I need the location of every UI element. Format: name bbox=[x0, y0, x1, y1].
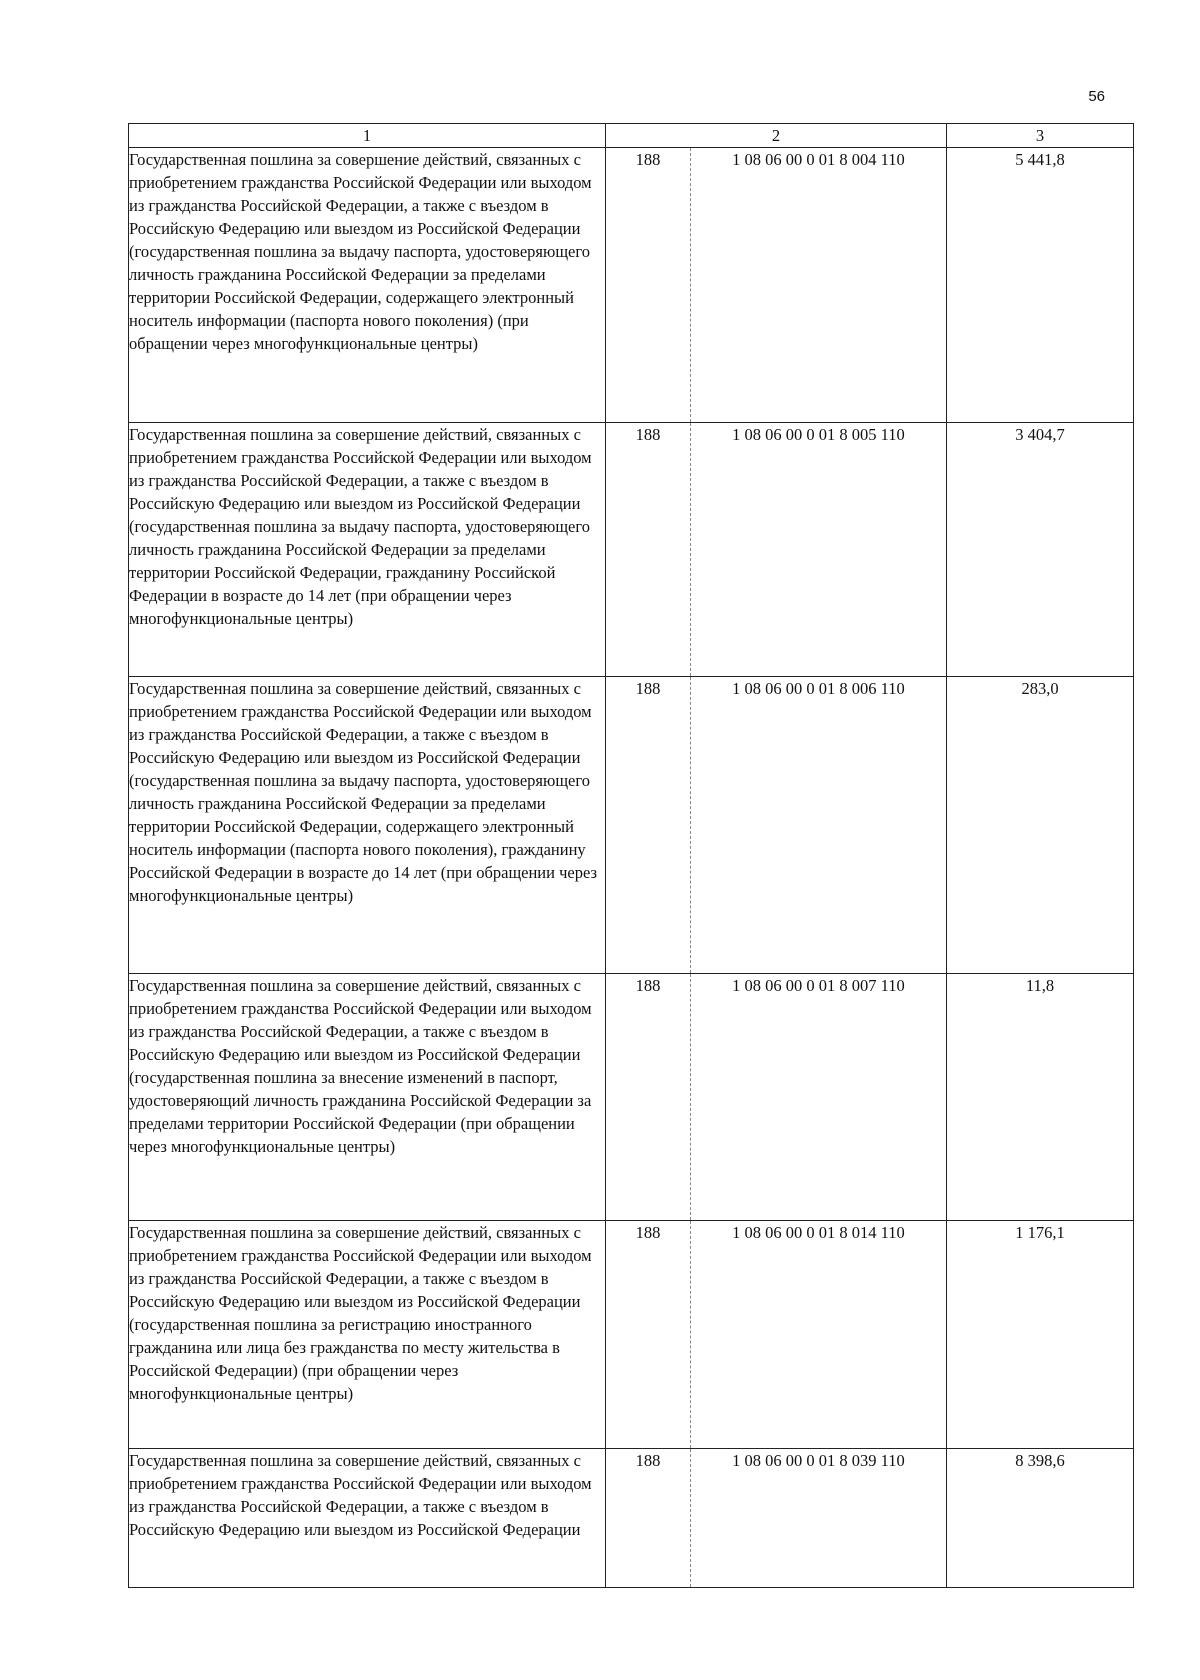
row-description: Государственная пошлина за совершение действий, связанных с приобретением гражданства Российской Федерации или выходом из гражданства Российской Федерации, а также с въездом в Российскую Федерацию или выездом из Российской Федерации bbox=[129, 1449, 606, 1588]
row-description: Государственная пошлина за совершение действий, связанных с приобретением гражданства Российской Федерации или выходом из гражданства Российской Федерации, а также с въездом в Российскую Федерацию или выездом из Российской Федерации (государственная пошлина за выдачу паспорта, удостоверяющего личность гражданина Российской Федерации за пределами территории Российской Федерации, гражданину Российской Федерации в возрасте до 14 лет (при обращении через многофункциональные центры) bbox=[129, 423, 606, 677]
table-row bbox=[129, 677, 1134, 974]
row-admin-code: 188 bbox=[606, 148, 691, 423]
row-admin-code: 188 bbox=[606, 423, 691, 677]
row-kbk-code: 1 08 06 00 0 01 8 014 110 bbox=[691, 1221, 947, 1449]
row-admin-code: 188 bbox=[606, 1449, 691, 1588]
row-description: Государственная пошлина за совершение действий, связанных с приобретением гражданства Российской Федерации или выходом из гражданства Российской Федерации, а также с въездом в Российскую Федерацию или выездом из Российской Федерации (государственная пошлина за регистрацию иностранного гражданина или лица без гражданства по месту жительства в Российской Федерации) (при обращении через многофункциональные центры) bbox=[129, 1221, 606, 1449]
row-amount: 1 176,1 bbox=[947, 1221, 1134, 1449]
row-admin-code: 188 bbox=[606, 974, 691, 1221]
row-description: Государственная пошлина за совершение действий, связанных с приобретением гражданства Российской Федерации или выходом из гражданства Российской Федерации, а также с въездом в Российскую Федерацию или выездом из Российской Федерации (государственная пошлина за выдачу паспорта, удостоверяющего личность гражданина Российской Федерации за пределами территории Российской Федерации, содержащего электронный носитель информации (паспорта нового поколения) (при обращении через многофункциональные центры) bbox=[129, 148, 606, 423]
row-amount: 8 398,6 bbox=[947, 1449, 1134, 1588]
table-row bbox=[129, 1221, 1134, 1449]
row-admin-code: 188 bbox=[606, 1221, 691, 1449]
row-kbk-code: 1 08 06 00 0 01 8 039 110 bbox=[691, 1449, 947, 1588]
header-col-1: 1 bbox=[129, 124, 606, 148]
row-kbk-code: 1 08 06 00 0 01 8 005 110 bbox=[691, 423, 947, 677]
row-admin-code: 188 bbox=[606, 677, 691, 974]
header-col-3: 3 bbox=[947, 124, 1134, 148]
row-description: Государственная пошлина за совершение действий, связанных с приобретением гражданства Российской Федерации или выходом из гражданства Российской Федерации, а также с въездом в Российскую Федерацию или выездом из Российской Федерации (государственная пошлина за внесение изменений в паспорт, удостоверяющий личность гражданина Российской Федерации за пределами территории Российской Федерации (при обращении через многофункциональные центры) bbox=[129, 974, 606, 1221]
table-row bbox=[129, 974, 1134, 1221]
row-amount: 3 404,7 bbox=[947, 423, 1134, 677]
row-amount: 11,8 bbox=[947, 974, 1134, 1221]
header-col-2: 2 bbox=[606, 124, 947, 148]
row-amount: 5 441,8 bbox=[947, 148, 1134, 423]
table-row bbox=[129, 423, 1134, 677]
row-description: Государственная пошлина за совершение действий, связанных с приобретением гражданства Российской Федерации или выходом из гражданства Российской Федерации, а также с въездом в Российскую Федерацию или выездом из Российской Федерации (государственная пошлина за выдачу паспорта, удостоверяющего личность гражданина Российской Федерации за пределами территории Российской Федерации, содержащего электронный носитель информации (паспорта нового поколения), гражданину Российской Федерации в возрасте до 14 лет (при обращении через многофункциональные центры) bbox=[129, 677, 606, 974]
header-row bbox=[129, 124, 1134, 148]
row-kbk-code: 1 08 06 00 0 01 8 004 110 bbox=[691, 148, 947, 423]
row-kbk-code: 1 08 06 00 0 01 8 007 110 bbox=[691, 974, 947, 1221]
table-row bbox=[129, 1449, 1134, 1588]
row-amount: 283,0 bbox=[947, 677, 1134, 974]
page-number: 56 bbox=[1088, 88, 1105, 105]
revenue-table bbox=[128, 123, 1134, 1588]
row-kbk-code: 1 08 06 00 0 01 8 006 110 bbox=[691, 677, 947, 974]
table-row bbox=[129, 148, 1134, 423]
